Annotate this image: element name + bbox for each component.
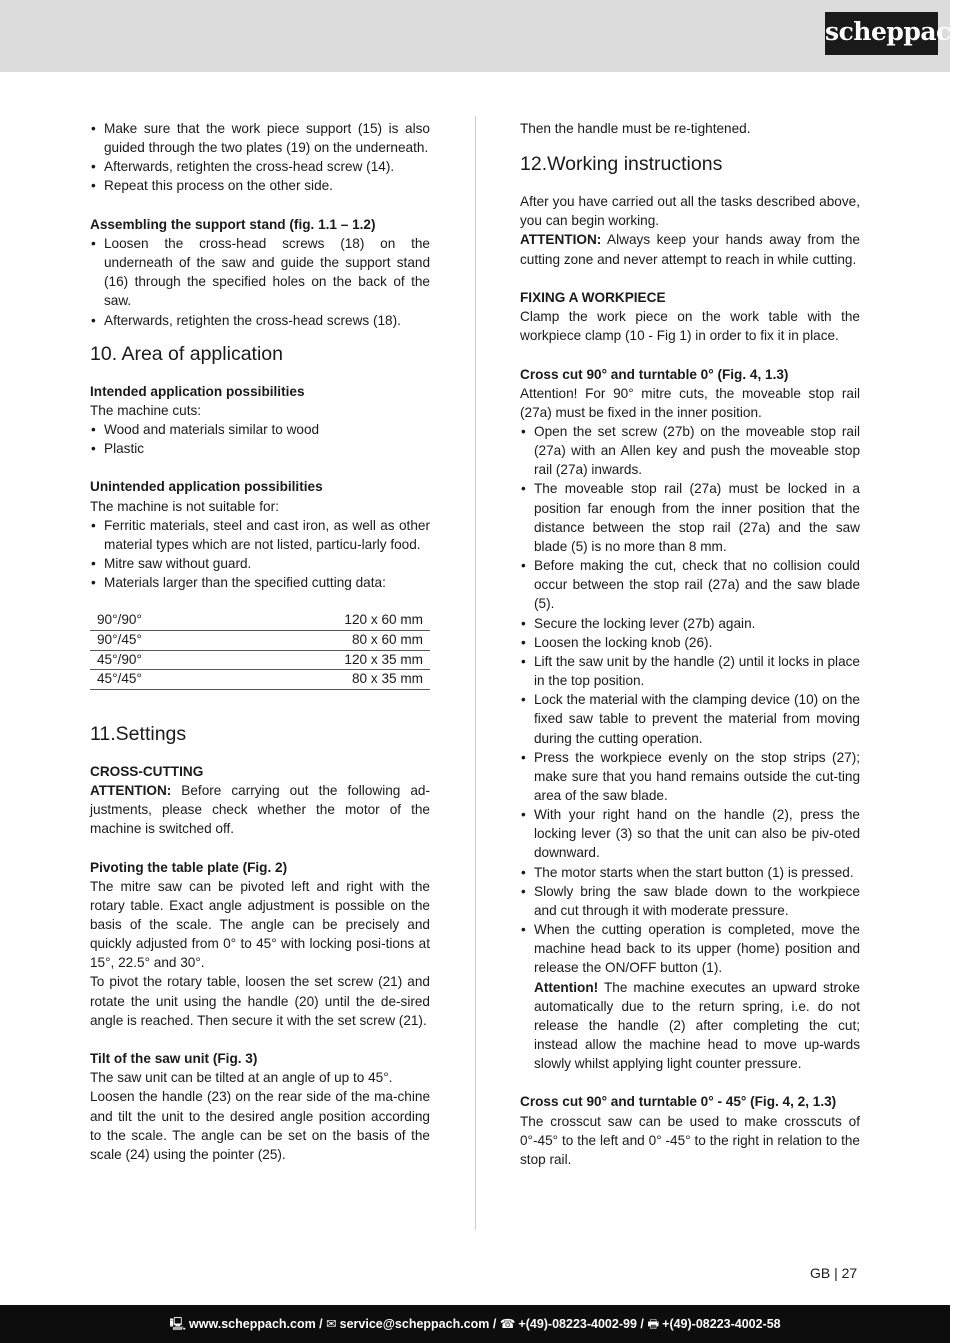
list-item: • Wood and materials similar to wood xyxy=(90,420,430,439)
tilt-text: The saw unit can be tilted at an angle of up to 45°. xyxy=(90,1070,393,1086)
fixing-text: Clamp the work piece on the work table with the workpiece clamp (10 - Fig 1) in order to fix it in place. xyxy=(520,309,860,344)
size-cell: 120 x 60 mm xyxy=(222,611,430,630)
intro-bullet-list xyxy=(90,119,430,196)
intended-bullet-list xyxy=(90,420,430,458)
table-row xyxy=(90,670,430,690)
left-column xyxy=(90,119,430,1164)
header-band xyxy=(0,0,950,72)
list-item: • Mitre saw without guard. xyxy=(90,554,430,573)
mail-icon: ✉︎ xyxy=(326,1317,337,1331)
list-item: • The motor starts when the start button (1) is pressed. xyxy=(520,863,860,882)
crosscut-0-bullet-list xyxy=(520,422,860,1073)
table-row xyxy=(90,611,430,630)
list-item: • Materials larger than the specified cutting data: xyxy=(90,573,430,592)
column-divider xyxy=(475,116,476,1230)
list-item: • Open the set screw (27b) on the moveable stop rail (27a) with an Allen key and push the moveable stop rail (27a) inwards. xyxy=(520,422,860,479)
working-intro: After you have carried out all the tasks described above, you can begin working. xyxy=(520,194,860,229)
intended-heading: Intended application possibilities xyxy=(90,383,305,399)
size-cell: 80 x 60 mm xyxy=(222,631,430,651)
list-item: • With your right hand on the handle (2), press the locking lever (3) so that the unit can also be piv-oted downward. xyxy=(520,805,860,862)
tilt-heading: Tilt of the saw unit (Fig. 3) xyxy=(90,1051,258,1067)
angle-cell: 90°/90° xyxy=(90,611,222,630)
continued-text: Then the handle must be re-tightened. xyxy=(520,121,751,136)
phone-number: +(49)-08223-4002-99 / xyxy=(518,1317,644,1331)
unintended-intro: The machine is not suitable for: xyxy=(90,498,279,514)
list-item: • Afterwards, retighten the cross-head screws (18). xyxy=(90,311,430,330)
list-item: • Plastic xyxy=(90,439,430,458)
list-item: • Repeat this process on the other side. xyxy=(90,176,430,195)
table-row xyxy=(90,650,430,670)
angle-cell: 45°/45° xyxy=(90,670,222,690)
page-number: GB | 27 xyxy=(810,1265,858,1281)
crosscutting-heading: CROSS-CUTTING xyxy=(90,763,204,779)
list-item: • Press the workpiece evenly on the stop strips (27); make sure that you hand remains outside the cut-ting area of the saw blade. xyxy=(520,748,860,805)
crosscut-0-heading: Cross cut 90° and turntable 0° (Fig. 4, 1.3) xyxy=(520,366,789,382)
unintended-heading: Unintended application possibilities xyxy=(90,479,323,495)
list-item: • When the cutting operation is completed, move the machine head back to its upper (home) position and release the ON/OFF button (1). xyxy=(520,920,860,977)
section-11-heading: 11.Settings xyxy=(90,722,187,745)
support-stand-heading: Assembling the support stand (fig. 1.1 – 1.2) xyxy=(90,216,376,232)
attention-note: Attention! The machine executes an upward stroke automatically due to the return spring, i.e. do not release the handle (2) after completing the cut; instead allow the machine head to move up-wards slowly whilst applying light counter pressure. xyxy=(534,979,860,1072)
fax-icon: 🖶︎ xyxy=(647,1317,660,1331)
section-10-heading: 10. Area of application xyxy=(90,342,283,365)
crosscut-45-heading: Cross cut 90° and turntable 0° - 45° (Fig. 4, 2, 1.3) xyxy=(520,1094,837,1110)
list-item: • Afterwards, retighten the cross-head screw (14). xyxy=(90,157,430,176)
table-row xyxy=(90,631,430,651)
list-item: • Make sure that the work piece support (15) is also guided through the two plates (19) on the underneath. xyxy=(90,119,430,157)
list-item: • Slowly bring the saw blade down to the workpiece and cut through it with moderate pressure. xyxy=(520,882,860,920)
size-cell: 120 x 35 mm xyxy=(222,650,430,670)
email-link[interactable]: service@scheppach.com / xyxy=(339,1317,497,1331)
right-column xyxy=(520,119,860,1169)
list-item: • Loosen the cross-head screws (18) on the underneath of the saw and guide the support stand (16) through the specified holes on the back of the saw. xyxy=(90,234,430,311)
size-cell: 80 x 35 mm xyxy=(222,670,430,690)
list-item: • Before making the cut, check that no collision could occur between the stop rail (27a) and the saw blade (5). xyxy=(520,556,860,613)
unintended-bullet-list xyxy=(90,516,430,593)
support-bullet-list xyxy=(90,234,430,330)
phone-icon: ☎︎ xyxy=(499,1317,516,1331)
list-item: • Lift the saw unit by the handle (2) until it locks in place in the top position. xyxy=(520,652,860,690)
footer-bar xyxy=(0,1305,950,1343)
tilt-text-2: Loosen the handle (23) on the rear side of the ma-chine and tilt the unit to the desired angle position according to the scale. The angle can be set on the basis of the scale (24) using the pointer (25). xyxy=(90,1089,430,1162)
intended-intro: The machine cuts: xyxy=(90,402,202,418)
website-link[interactable]: www.scheppach.com / xyxy=(189,1317,323,1331)
fax-number: +(49)-08223-4002-58 xyxy=(662,1317,781,1331)
computer-icon: 🖳︎ xyxy=(169,1317,187,1331)
list-item: • Lock the material with the clamping device (10) on the fixed saw table to prevent the material from moving during the cutting operation. xyxy=(520,690,860,747)
list-item: • Loosen the locking knob (26). xyxy=(520,633,860,652)
crosscut-0-text: Attention! For 90° mitre cuts, the moveable stop rail (27a) must be fixed in the inner position. xyxy=(520,385,860,420)
pivot-text-2: To pivot the rotary table, loosen the set screw (21) and rotate the unit using the handle (20) until the de-sired angle is reached. Then secure it with the set screw (21). xyxy=(90,974,430,1028)
list-item: • The moveable stop rail (27a) must be locked in a position far enough from the inner position that the distance between the stop rail (27a) and the saw blade (5) is no more than 8 mm. xyxy=(520,479,860,556)
pivot-text: The mitre saw can be pivoted left and right with the rotary table. Exact angle adjustment is possible on the basis of the scale. The angle can be precisely and quickly adjusted from 0° to 45° with locking posi-tions at 15°, 22.5° and 30°. xyxy=(90,878,430,971)
angle-cell: 90°/45° xyxy=(90,631,222,651)
list-item: • Secure the locking lever (27b) again. xyxy=(520,614,860,633)
fixing-heading: FIXING A WORKPIECE xyxy=(520,289,666,305)
angle-cell: 45°/90° xyxy=(90,650,222,670)
working-attention: ATTENTION: Always keep your hands away from the cutting zone and never attempt to reach in while cutting. xyxy=(520,232,860,267)
section-12-heading: 12.Working instructions xyxy=(520,153,723,176)
list-item: • Ferritic materials, steel and cast iron, as well as other material types which are not listed, particu-larly food. xyxy=(90,516,430,554)
scheppach-logo: scheppach xyxy=(825,12,938,55)
crosscutting-text: ATTENTION: Before carrying out the following ad-justments, please check whether the motor of the machine is switched off. xyxy=(90,782,430,837)
cutting-data-table xyxy=(90,611,430,689)
crosscut-45-text: The crosscut saw can be used to make crosscuts of 0°-45° to the left and 0° -45° to the right in relation to the stop rail. xyxy=(520,1113,860,1167)
pivot-heading: Pivoting the table plate (Fig. 2) xyxy=(90,859,288,875)
